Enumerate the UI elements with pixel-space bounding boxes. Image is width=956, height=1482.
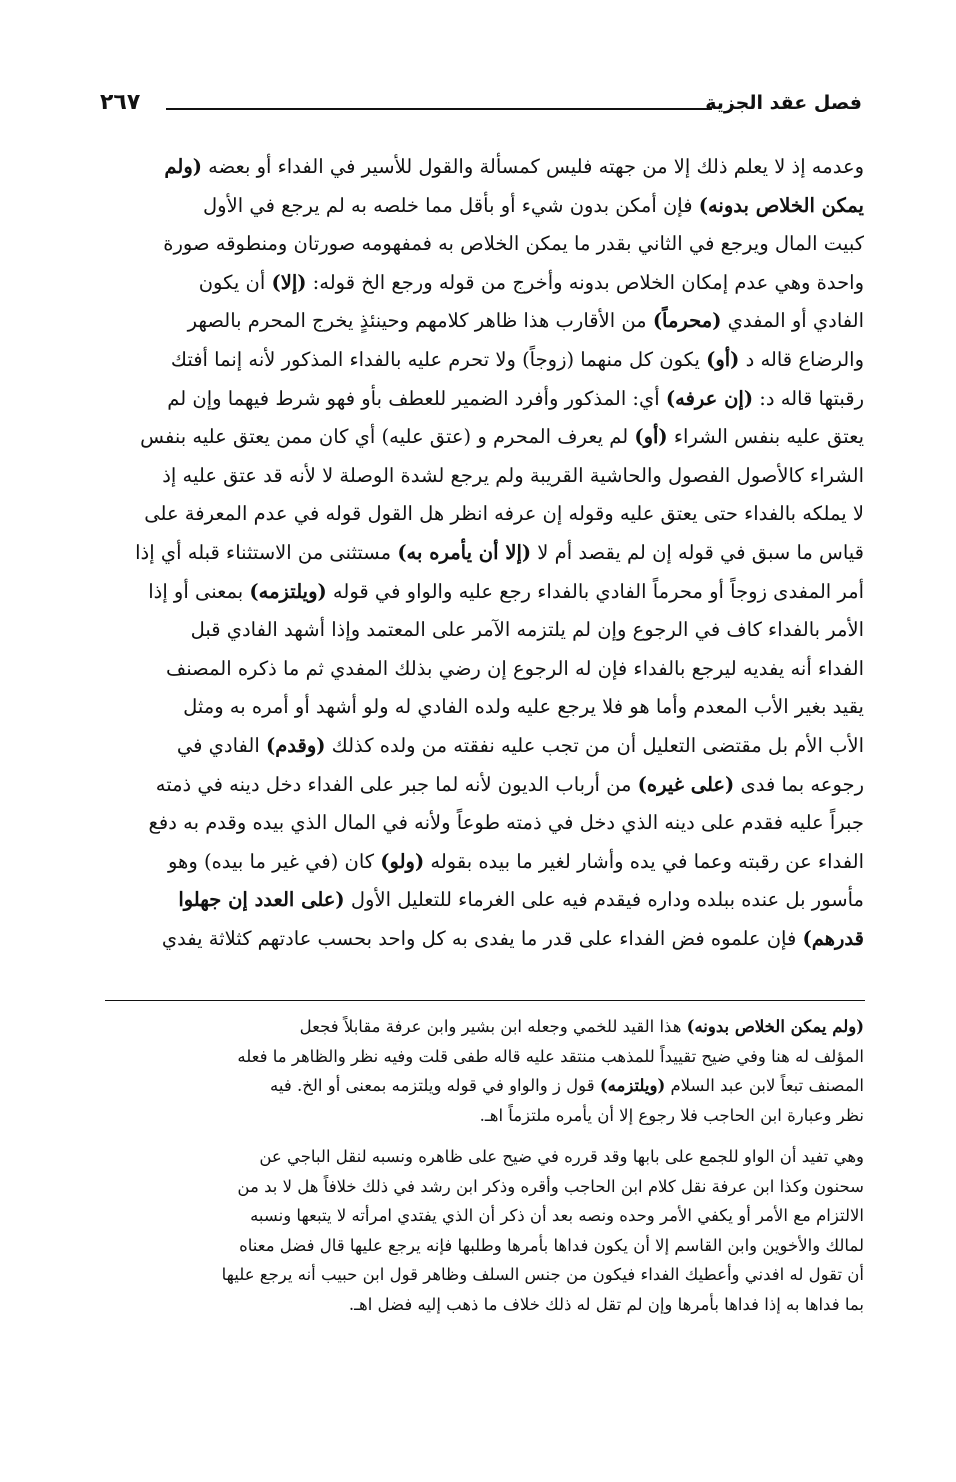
text-run: الالتزام مع الأمر أو يكفي الأمر وحده ونصه بعد أن ذكر أن الذي يفتدي امرأته لا يتبعها ونسبه <box>250 1206 864 1225</box>
text-line <box>100 843 864 882</box>
footnote-line <box>100 1101 864 1131</box>
text-run: قول ز والواو في قوله ويلتزمه بمعنى أو الخ. فيه <box>270 1076 600 1095</box>
chapter-title: فصل عقد الجزية <box>705 92 862 114</box>
bold-term: (على العدد إن جهلوا <box>178 888 345 912</box>
bold-term: (ولم <box>164 155 202 178</box>
text-run: الفادي في <box>176 733 266 757</box>
bold-term: قدرهم) <box>802 926 864 950</box>
text-run: المؤلف له هنا وفي ضيح تقييداً للمذهب منتقد عليه قاله طفى قلت وفيه نظر والظاهر ما فعله <box>237 1046 864 1066</box>
text-run: مستثنى من الاستثناء قبله أي إذا <box>135 540 398 564</box>
text-run: وهي تفيد أن الواو للجمع على بابها وقد قرره في ضيح على ظاهره ونسبه لنقل الباجي عن <box>259 1147 864 1166</box>
text-run: جبراً عليه فقدم على دينه الذي دخل في ذمته طوعاً ولأنه في المال الذي بيده وقدم به دفع <box>148 811 864 835</box>
footnote-line <box>100 1142 864 1172</box>
text-run: وعدمه إذ لا يعلم ذلك إلا من جهته فليس كمسألة والقول للأسير في الفداء أو بعضه <box>201 155 864 178</box>
footnote-line <box>100 1012 864 1042</box>
text-line <box>100 225 864 264</box>
text-run: كبيت المال ويرجع في الثاني بقدر ما يمكن الخلاص به فمفهومه صورتان ومنطوقه صورة <box>163 232 864 256</box>
text-run: الأمر بالفداء كاف في الرجوع وإن لم يلتزمه الآمر على المعتمد وإذا أشهد الفادي قبل <box>190 618 864 642</box>
bold-term: (وقدم) <box>265 733 326 757</box>
text-line <box>100 495 864 534</box>
text-line <box>100 766 864 805</box>
footnotes <box>100 1012 864 1319</box>
text-run: فإن أمكن بدون شيء أو بأقل مما خلصه به لم يرجع في الأول <box>203 193 699 217</box>
text-line <box>100 534 864 573</box>
text-run: هذا القيد للخمي وجعله ابن بشير وابن عرفة مقابلاً فجعل <box>299 1017 687 1036</box>
footnote-line <box>100 1071 864 1101</box>
bold-term: (أو) <box>634 425 668 449</box>
text-run: المصنف تبعاً لابن عبد السلام <box>665 1076 864 1095</box>
header-rule <box>166 108 712 110</box>
text-line <box>100 881 864 920</box>
text-run: كان (في غير ما بيده) وهو <box>167 849 381 873</box>
text-run: يقيد بغير الأب المعدم وأما هو فلا يرجع عليه ولده الفادي له ولو أشهد أو أمره به ومثل <box>183 695 864 719</box>
text-line <box>100 418 864 457</box>
bold-term: (إلا) <box>271 270 307 294</box>
bold-term: (ولو) <box>380 849 425 873</box>
text-run: لمالك والأخوين وابن القاسم إلا أن يكون فداها بأمرها وطلبها فإنه يرجع عليها قال فضل معناه <box>239 1235 864 1255</box>
text-run: قياس ما سبق في قوله إن لم يقصد أم لا <box>531 540 864 564</box>
running-header <box>100 86 862 126</box>
text-line <box>100 920 864 959</box>
bold-term: (على غيره) <box>637 772 735 796</box>
text-run: أن تقول له افدني وأعطيك الفداء فيكون من جنس السلف وظاهر قول ابن حبيب أنه يرجع عليها <box>221 1265 864 1284</box>
text-run: مأسور بل عنده ببلده وداره فيقدم فيه على الغرماء للتعليل الأول <box>344 888 864 912</box>
text-run: نظر وعبارة ابن الحاجب فلا رجوع إلا أن يأمره ملتزماً اهـ. <box>479 1105 864 1125</box>
text-line <box>100 187 864 226</box>
text-run: بما فداها به إذا فداها بأمرها وإن لم تقل له ذلك خلاف ما ذهب إليه فضل اهـ. <box>348 1294 864 1314</box>
text-run: لم يعرف المحرم و (عتق عليه) أي كان ممن يعتق عليه بنفس <box>140 425 635 449</box>
text-run: الأب الأم بل مقتضى التعليل أن من تجب عليه نفقته من ولده كذلك <box>325 733 864 757</box>
footnote-line <box>100 1172 864 1202</box>
footnote-separator <box>105 1000 865 1001</box>
text-line <box>100 573 864 612</box>
bold-term: (أو) <box>706 347 740 371</box>
text-line <box>100 688 864 727</box>
text-run: رجوعه بما فدى <box>734 772 864 796</box>
text-run: الشراء كالأصول الفصول والحاشية القريبة ولم يرجع لشدة الوصلة لا لأنه قد عتق عليه إذ <box>162 463 864 487</box>
text-line <box>100 727 864 766</box>
text-line <box>100 380 864 419</box>
text-line <box>100 341 864 380</box>
text-line <box>100 264 864 303</box>
text-run: من الأقارب هذا ظاهر كلامهم وحينئذٍ يخرج المحرم بالصهر <box>187 309 653 333</box>
text-run: رقبتها قاله د: <box>753 386 864 410</box>
bold-term: (إلا أن يأمره به) <box>397 540 532 564</box>
footnote-line <box>100 1290 864 1320</box>
text-line <box>100 148 864 187</box>
text-line <box>100 302 864 341</box>
footnote-line <box>100 1042 864 1072</box>
footnote-line <box>100 1260 864 1290</box>
main-text <box>100 148 864 958</box>
bold-term: (ويلتزمه) <box>599 1076 666 1095</box>
paragraph-gap <box>100 1130 864 1142</box>
bold-term: (محرماً) <box>652 309 722 333</box>
text-run: لا يملكه بالفداء حتى يعتق عليه وقوله إن عرفه انظر هل القول قوله في عدم المعرفة على <box>144 502 864 526</box>
text-run: الفداء أنه يفديه ليرجع بالفداء فإن له الرجوع إن رضي بذلك المفدي ثم ما ذكره المصنف <box>166 656 864 680</box>
text-line <box>100 457 864 496</box>
text-line <box>100 611 864 650</box>
text-run: أي: المذكور وأفرد الضمير للعطف بأو فهو شرط فيهما وإن لم <box>167 386 666 410</box>
text-run: يعتق عليه بنفس الشراء <box>667 425 864 449</box>
text-run: يكون كل منهما (زوجاً) ولا تحرم عليه بالفداء المذكور لأنه إنما أفتك <box>170 347 707 371</box>
bold-term: يمكن الخلاص بدونه) <box>698 193 864 217</box>
footnote-line <box>100 1201 864 1231</box>
bold-term: (ويلتزمه) <box>249 579 327 603</box>
text-run: واحدة وهي عدم إمكان الخلاص بدونه وأخرج من قوله ورجع الخ قوله: <box>306 270 864 294</box>
text-line <box>100 804 864 843</box>
text-run: أمر المفدى زوجاً أو محرماً الفادي بالفداء رجع عليه والواو في قوله <box>326 579 864 603</box>
text-run: الفادي أو المفدي <box>721 309 864 333</box>
text-run: فإن علموه فض الفداء على قدر ما يفدى به كل واحد بحسب عادتهم كثلاثة يفدي <box>161 926 803 950</box>
text-run: الفداء عن رقبته وعما في يده وأشار لغير ما بيده بقوله <box>424 849 864 873</box>
footnote-line <box>100 1231 864 1261</box>
text-run: من أرباب الديون لأنه لما جبر على الفداء دخل دينه في ذمته <box>155 772 638 796</box>
text-run: سحنون وكذا ابن عرفة نقل كلام ابن الحاجب وأقره وذكر ابن رشد في ذلك خلافاً هل لا بد من <box>237 1176 864 1196</box>
text-run: والرضاع قاله د <box>739 347 864 371</box>
text-line <box>100 650 864 689</box>
page-number: ٢٦٧ <box>100 90 141 115</box>
bold-term: (ولم يمكن الخلاص بدونه) <box>686 1017 864 1036</box>
text-run: أن يكون <box>198 270 272 294</box>
bold-term: (إن عرفه) <box>665 386 754 410</box>
text-run: بمعنى أو إذا <box>148 579 250 603</box>
